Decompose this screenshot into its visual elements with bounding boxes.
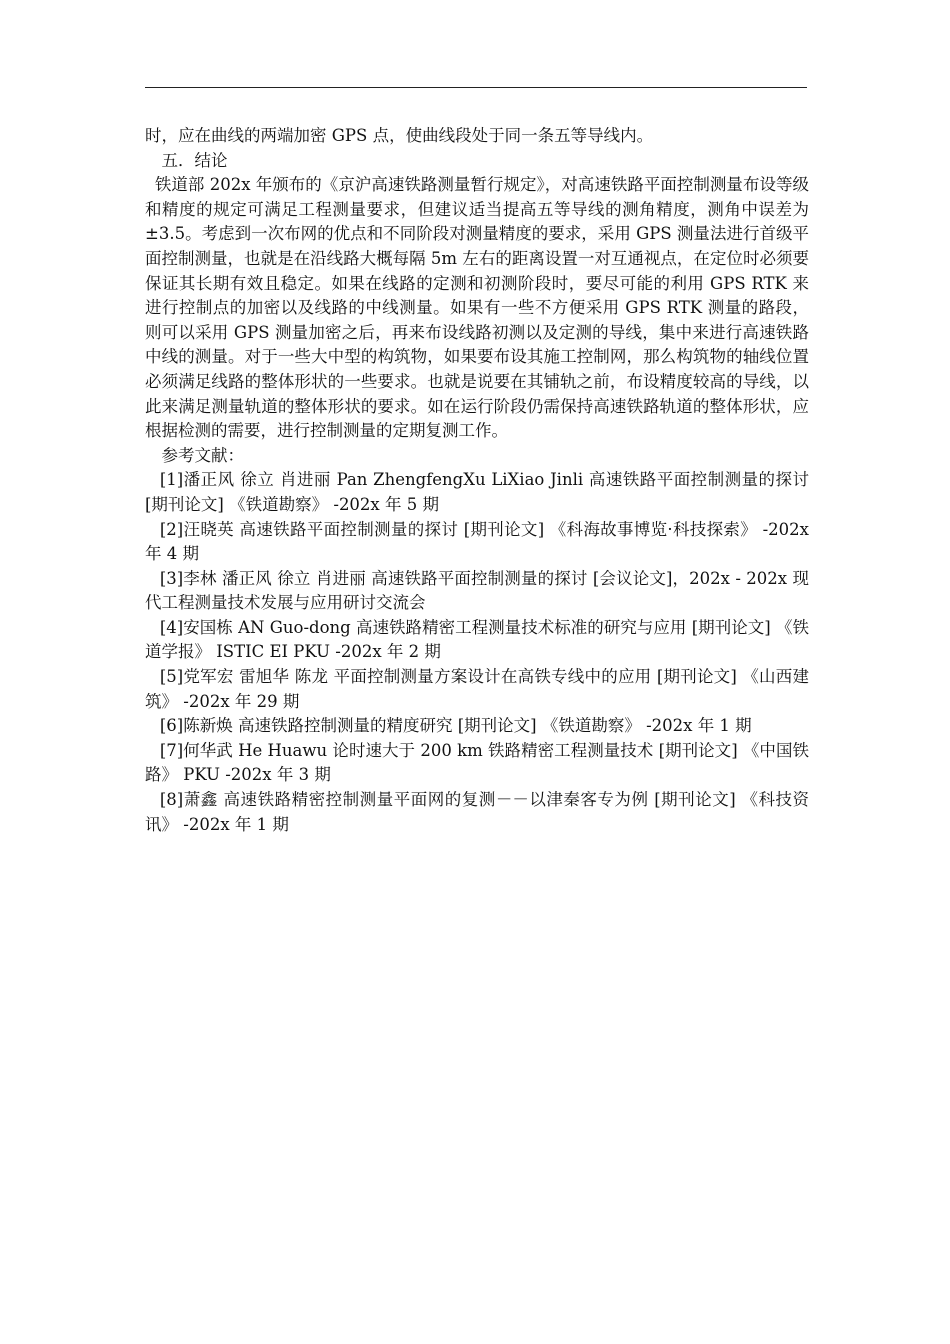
reference-item: [7]何华武 He Huawu 论时速大于 200 km 铁路精密工程测量技术 [期刊论文] 《中国铁路》 PKU -202x 年 3 期 [145,740,809,785]
reference-item: [1]潘正风 徐立 肖进丽 Pan ZhengfengXu LiXiao Jinli 高速铁路平面控制测量的探讨 [期刊论文] 《铁道勘察》 -202x 年 5 期 [145,470,809,514]
reference-item: [5]党军宏 雷旭华 陈龙 平面控制测量方案设计在高铁专线中的应用 [期刊论文] 《山西建筑》 -202x 年 29 期 [145,667,809,711]
continued-paragraph: 时，应在曲线的两端加密 GPS 点，使曲线段处于同一条五等导线内。 [145,126,654,145]
references-heading: 参考文献： [161,445,244,465]
reference-item: [2]汪晓英 高速铁路平面控制测量的探讨 [期刊论文] 《科海故事博览·科技探索》 -202x 年 4 期 [145,519,809,564]
conclusion-paragraph: 铁道部 202x 年颁布的《京沪高速铁路测量暂行规定》，对高速铁路平面控制测量布设等级和精度的规定可满足工程测量要求，但建议适当提高五等导线的测角精度，测角中误差为±3.5。考虑到一次布网的优点和不同阶段对测量精度的要求，采用 GPS 测量法进行首级平面控制测量，也就是在沿线路大概每隔 5m 左右的距离设置一对互通视点，在定位时必须要保证其长期有效且稳定。如果在线路的定测和初测阶段时，要尽可能的利用 GPS RTK 来进行控制点的加密以及线路的中线测量。如果有一些不方便采用 GPS RTK 测量的路段，则可以采用 GPS 测量加密之后，再来布设线路初测以及定测的导线，集中来进行高速铁路中线的测量。对于一些大中型的构筑物，如果要布设其施工控制网，那么构筑物的轴线位置必须满足线路的整体形状的一些要求。也就是说要在其铺轨之前，布设精度较高的导线，以此来满足测量轨道的整体形状的要求。如在运行阶段仍需保持高速铁路轨道的整体形状，应根据检测的需要，进行控制测量的定期复测工作。 [145,175,809,441]
reference-item: [4]安国栋 AN Guo-dong 高速铁路精密工程测量技术标准的研究与应用 [期刊论文] 《铁道学报》 ISTIC EI PKU -202x 年 2 期 [145,617,809,662]
reference-item: [6]陈新焕 高速铁路控制测量的精度研究 [期刊论文] 《铁道勘察》 -202x 年 1 期 [159,716,752,736]
document-body [145,124,809,837]
reference-item: [8]萧鑫 高速铁路精密控制测量平面网的复测－－以津秦客专为例 [期刊论文] 《科技资讯》 -202x 年 1 期 [145,790,809,834]
section-heading: 五．结论 [161,150,228,170]
references-list [145,468,809,837]
header-rule [145,87,807,88]
reference-item: [3]李林 潘正风 徐立 肖进丽 高速铁路平面控制测量的探讨 [会议论文]，202x - 202x 现代工程测量技术发展与应用研讨交流会 [145,568,809,613]
